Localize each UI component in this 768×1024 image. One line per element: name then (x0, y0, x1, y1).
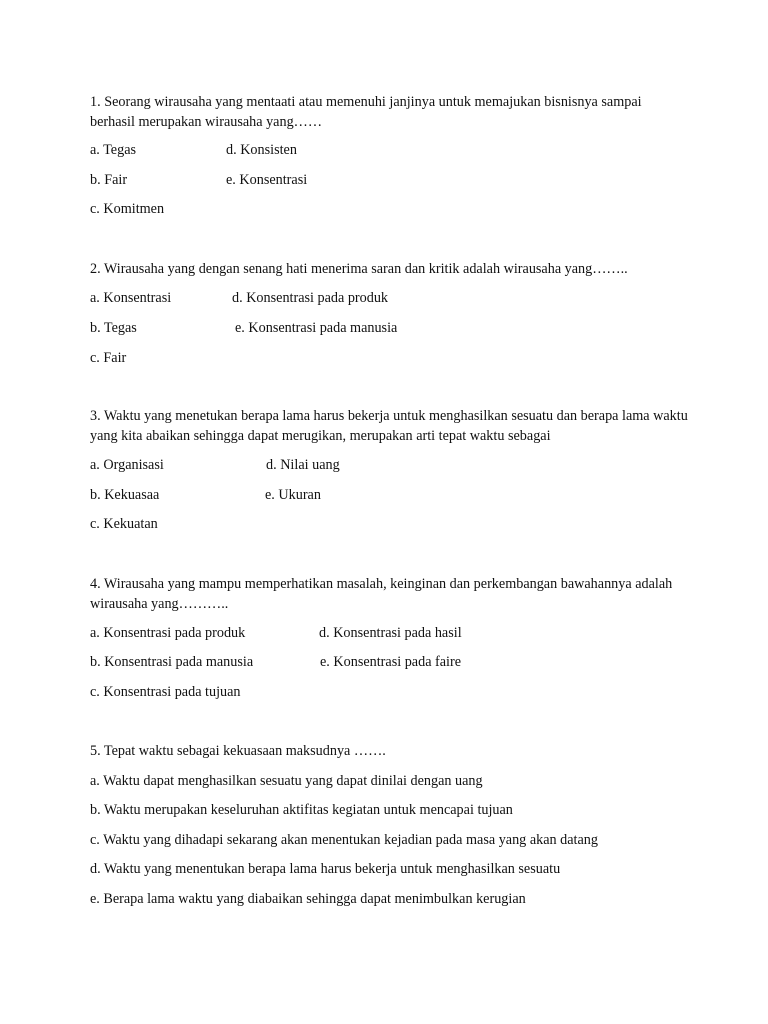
question-3-option-a: a. Organisasi (90, 457, 164, 473)
question-3-option-b: b. Kekuasaa (90, 487, 160, 503)
question-1-option-d: d. Konsisten (226, 142, 297, 158)
question-1-option-a: a. Tegas (90, 142, 137, 158)
question-2-option-c: c. Fair (90, 350, 127, 366)
question-4-option-c: c. Konsentrasi pada tujuan (90, 684, 241, 700)
question-4-option-d: d. Konsentrasi pada hasil (319, 625, 462, 641)
question-4-option-e: e. Konsentrasi pada faire (320, 654, 462, 670)
question-2-option-e: e. Konsentrasi pada manusia (235, 320, 398, 336)
question-5-option-e: e. Berapa lama waktu yang diabaikan sehingga dapat menimbulkan kerugian (90, 891, 526, 907)
question-2-text: 2. Wirausaha yang dengan senang hati menerima saran dan kritik adalah wirausaha yang…….. (90, 261, 628, 277)
question-3-text: 3. Waktu yang menetukan berapa lama harus bekerja untuk menghasilkan sesuatu dan berapa lama waktu yang kita abaikan sehingga dapat merugikan, merupakan arti tepat waktu sebagai (90, 408, 688, 444)
question-5-text: 5. Tepat waktu sebagai kekuasaan maksudnya ……. (90, 743, 386, 759)
question-3-option-e: e. Ukuran (265, 487, 321, 503)
question-3-option-d: d. Nilai uang (266, 457, 340, 473)
question-4-option-a: a. Konsentrasi pada produk (90, 625, 246, 641)
question-1-text: 1. Seorang wirausaha yang mentaati atau memenuhi janjinya untuk memajukan bisnisnya sampai berhasil merupakan wirausaha yang…… (90, 94, 642, 130)
question-1-option-b: b. Fair (90, 172, 128, 188)
question-2-option-a: a. Konsentrasi (90, 290, 172, 306)
question-2-option-b: b. Tegas (90, 320, 137, 336)
question-1-option-c: c. Komitmen (90, 201, 165, 217)
question-2-option-d: d. Konsentrasi pada produk (232, 290, 389, 306)
question-5-option-a: a. Waktu dapat menghasilkan sesuatu yang dapat dinilai dengan uang (90, 773, 483, 789)
question-1-option-e: e. Konsentrasi (226, 172, 308, 188)
question-5-option-d: d. Waktu yang menentukan berapa lama harus bekerja untuk menghasilkan sesuatu (90, 861, 561, 877)
question-3-option-c: c. Kekuatan (90, 516, 158, 532)
question-5-option-c: c. Waktu yang dihadapi sekarang akan menentukan kejadian pada masa yang akan datang (90, 832, 598, 848)
question-4-option-b: b. Konsentrasi pada manusia (90, 654, 254, 670)
question-5-option-b: b. Waktu merupakan keseluruhan aktifitas kegiatan untuk mencapai tujuan (90, 802, 513, 818)
question-4-text: 4. Wirausaha yang mampu memperhatikan masalah, keinginan dan perkembangan bawahannya adalah wirausaha yang……….. (90, 576, 673, 612)
